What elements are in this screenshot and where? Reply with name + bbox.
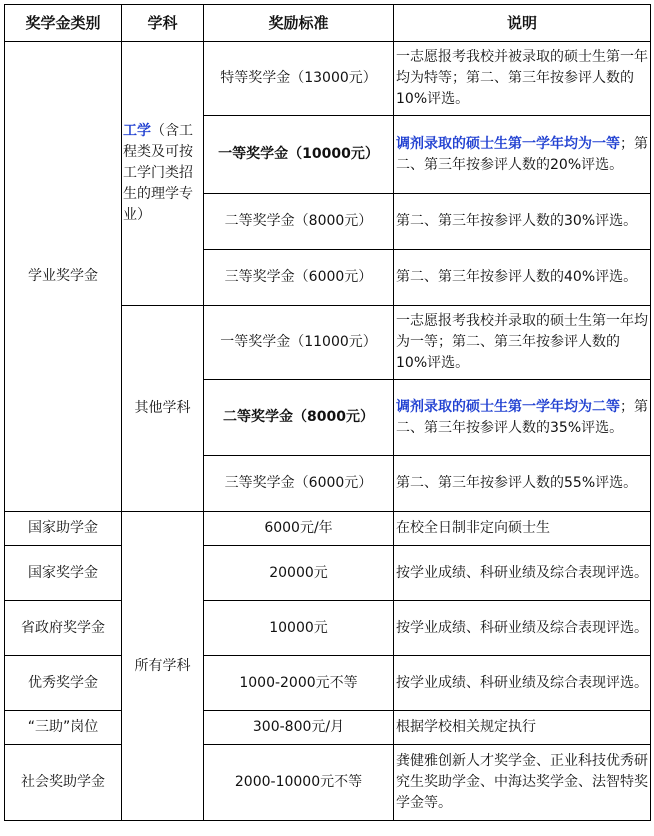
standard-cell: 20000元 <box>204 546 394 601</box>
standard-cell: 特等奖学金（13000元） <box>204 42 394 116</box>
standard-cell: 1000-2000元不等 <box>204 656 394 711</box>
header-row <box>5 5 651 42</box>
description-cell: 龚健雅创新人才奖学金、正业科技优秀研究生奖助学金、中海达奖学金、法智特奖学金等。 <box>394 745 651 821</box>
subject-engineering <box>122 42 204 306</box>
table-row <box>5 656 651 711</box>
standard-cell: 三等奖学金（6000元） <box>204 250 394 306</box>
subject-engineering-name: 工学 <box>123 123 151 139</box>
description-cell: 调剂录取的硕士生第一学年均为一等；第二、第三年按参评人数的20%评选。 <box>394 116 651 194</box>
table-row <box>5 745 651 821</box>
subject-engineering-note: （含工程类及可按工学门类招生的理学专业） <box>123 123 193 223</box>
table-row <box>5 601 651 656</box>
description-cell: 在校全日制非定向硕士生 <box>394 512 651 546</box>
description-cell: 一志愿报考我校并被录取的硕士生第一年均为特等；第二、第三年按参评人数的10%评选。 <box>394 42 651 116</box>
category-cell: 国家助学金 <box>5 512 122 546</box>
description-cell: 调剂录取的硕士生第一学年均为二等；第二、第三年按参评人数的35%评选。 <box>394 380 651 456</box>
description-cell: 按学业成绩、科研业绩及综合表现评选。 <box>394 601 651 656</box>
table-row <box>5 711 651 745</box>
header-standard: 奖励标准 <box>204 5 394 42</box>
standard-cell: 三等奖学金（6000元） <box>204 456 394 512</box>
header-description: 说明 <box>394 5 651 42</box>
description-cell: 一志愿报考我校并录取的硕士生第一年均为一等；第二、第三年按参评人数的10%评选。 <box>394 306 651 380</box>
scholarship-table <box>4 4 651 821</box>
standard-cell: 二等奖学金（8000元） <box>204 194 394 250</box>
category-academic: 学业奖学金 <box>5 42 122 512</box>
description-cell: 第二、第三年按参评人数的55%评选。 <box>394 456 651 512</box>
table-row <box>5 512 651 546</box>
category-cell: “三助”岗位 <box>5 711 122 745</box>
subject-other: 其他学科 <box>122 306 204 512</box>
category-cell: 省政府奖学金 <box>5 601 122 656</box>
description-cell: 第二、第三年按参评人数的30%评选。 <box>394 194 651 250</box>
category-cell: 社会奖助学金 <box>5 745 122 821</box>
header-subject: 学科 <box>122 5 204 42</box>
standard-cell: 二等奖学金（8000元） <box>204 380 394 456</box>
category-cell: 国家奖学金 <box>5 546 122 601</box>
standard-cell: 2000-10000元不等 <box>204 745 394 821</box>
description-cell: 根据学校相关规定执行 <box>394 711 651 745</box>
standard-cell: 300-800元/月 <box>204 711 394 745</box>
category-cell: 优秀奖学金 <box>5 656 122 711</box>
standard-cell: 10000元 <box>204 601 394 656</box>
description-cell: 按学业成绩、科研业绩及综合表现评选。 <box>394 656 651 711</box>
description-cell: 按学业成绩、科研业绩及综合表现评选。 <box>394 546 651 601</box>
standard-cell: 一等奖学金（10000元） <box>204 116 394 194</box>
table-row <box>5 546 651 601</box>
header-category: 奖学金类别 <box>5 5 122 42</box>
table-row <box>5 42 651 116</box>
description-cell: 第二、第三年按参评人数的40%评选。 <box>394 250 651 306</box>
standard-cell: 6000元/年 <box>204 512 394 546</box>
subject-all: 所有学科 <box>122 512 204 821</box>
standard-cell: 一等奖学金（11000元） <box>204 306 394 380</box>
